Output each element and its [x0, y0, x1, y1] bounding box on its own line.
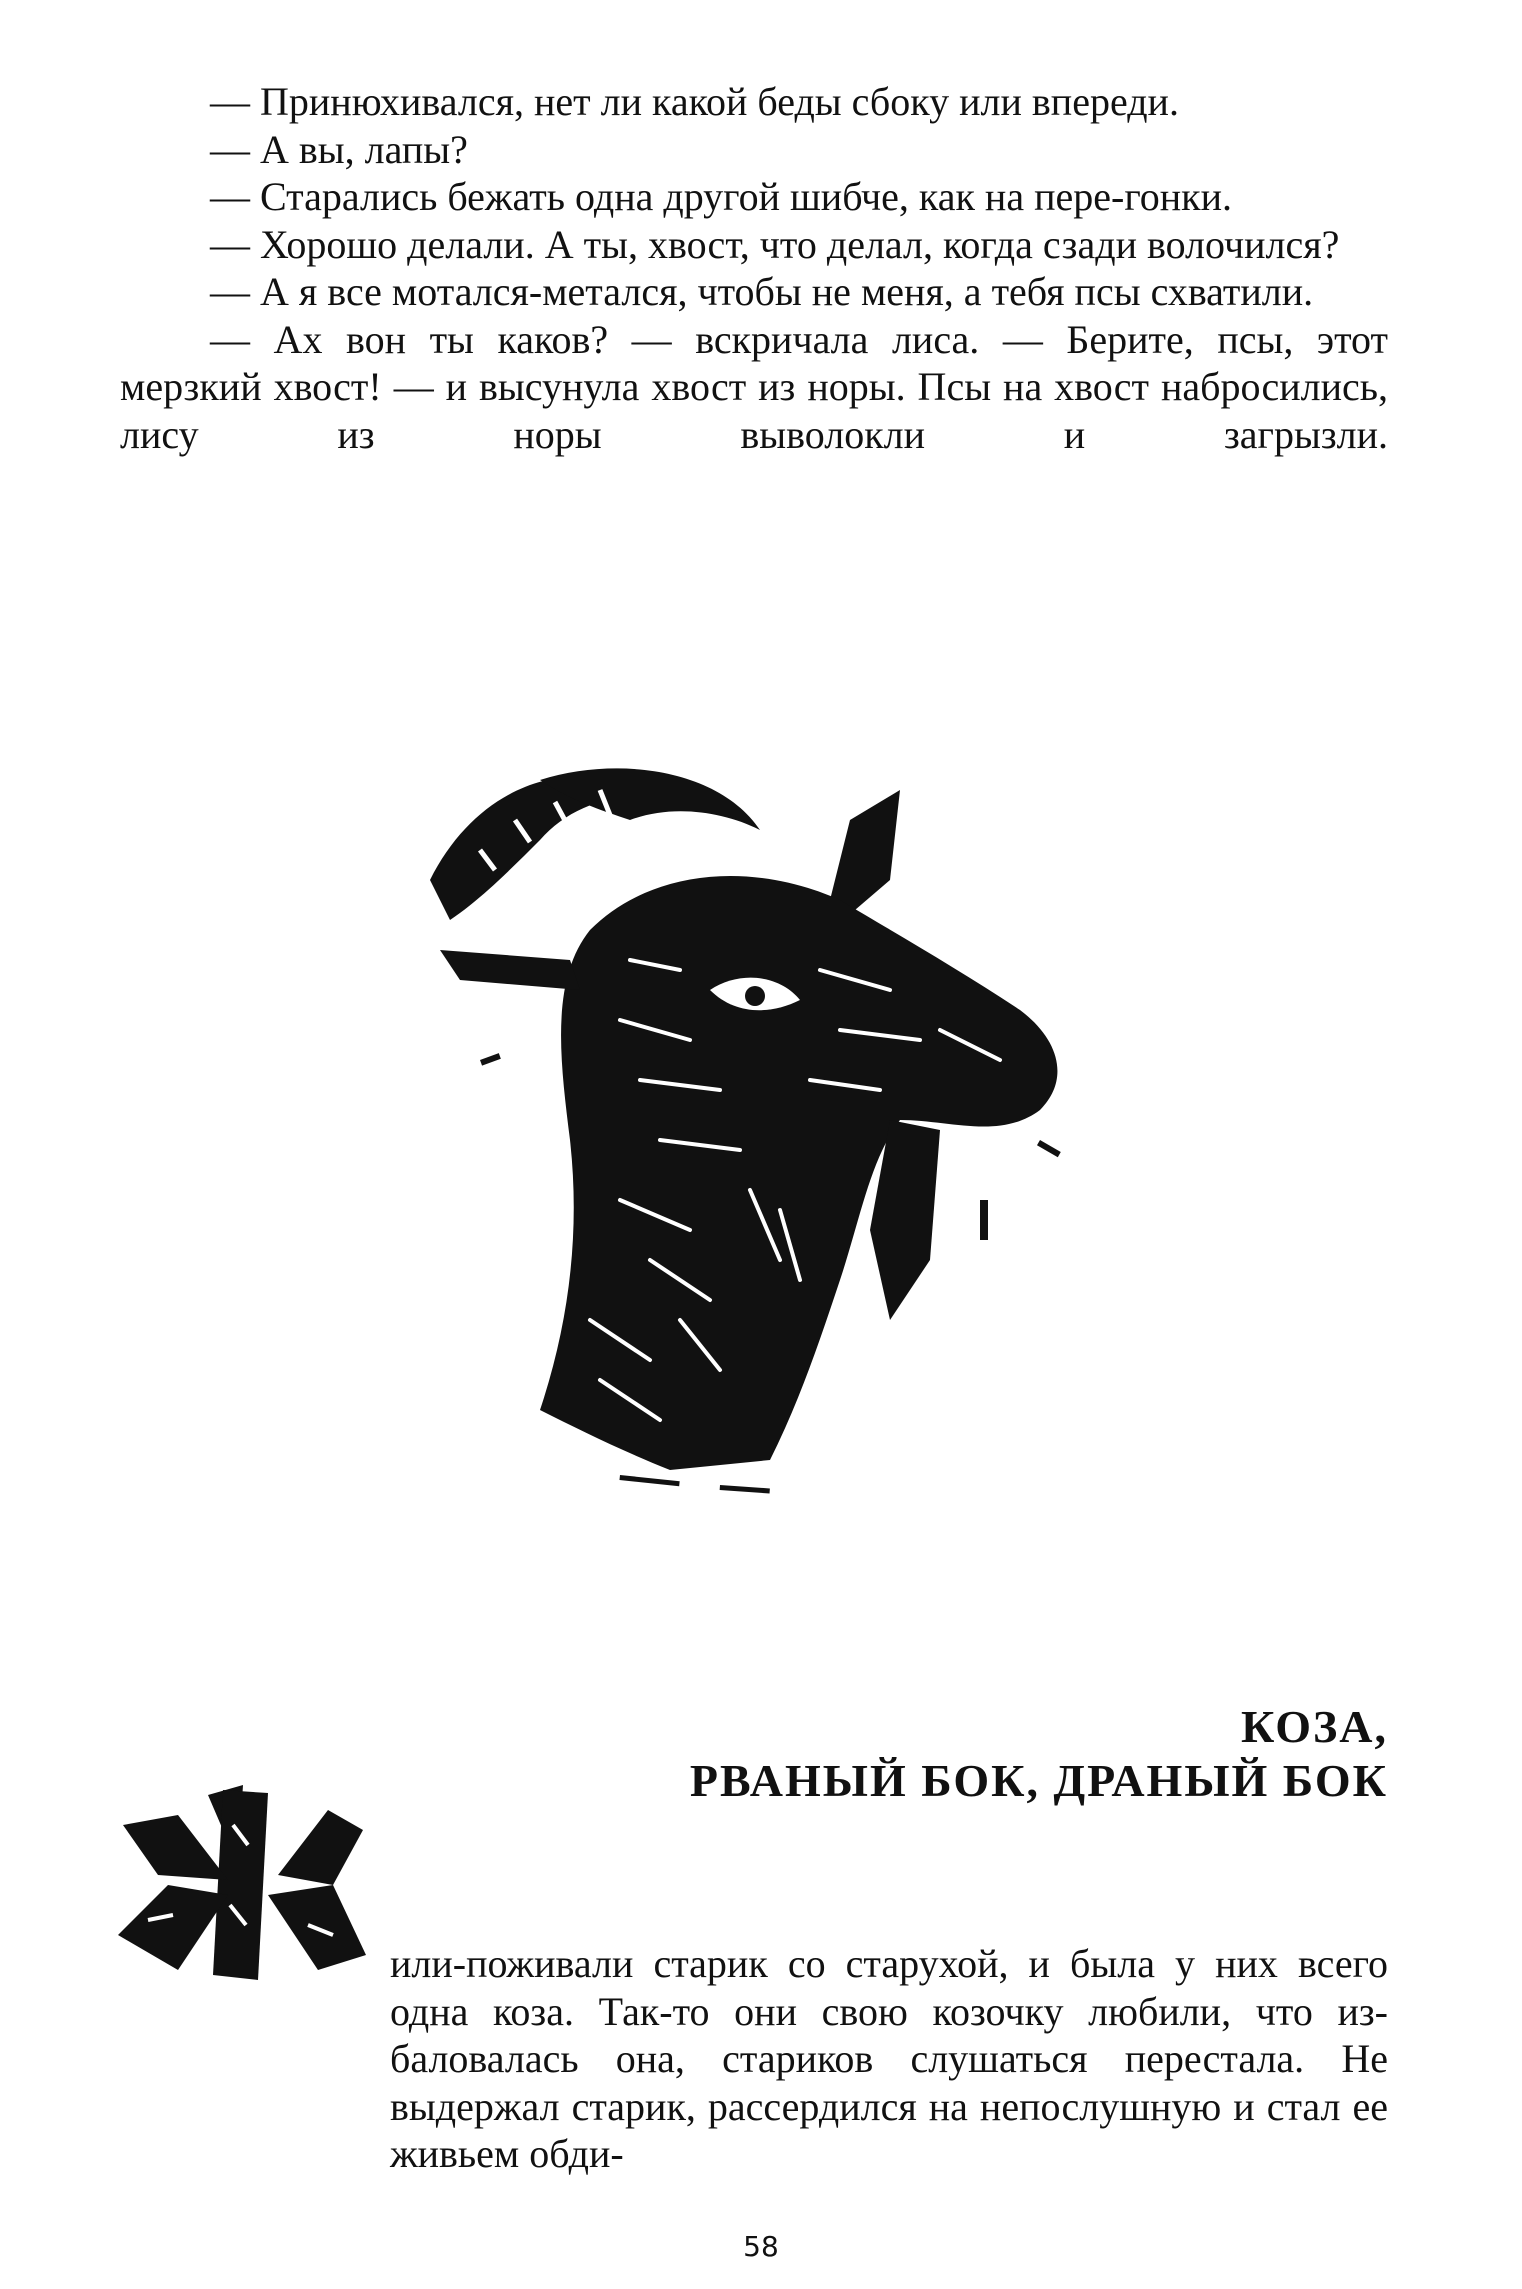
paragraph: — А я все мотался-метался, чтобы не меня, а тебя псы схватили. [210, 269, 1314, 314]
paragraph: или-поживали старик со старухой, и была у них всего одна коза. Так-то они свою козочку любили, что из-баловалась она, стариков слушаться перестала. Не выдержал старик, рассердился на непослушную и стал ее живьем обди- [390, 1941, 1388, 2176]
paragraph: — А вы, лапы? [210, 126, 468, 172]
previous-story-ending [120, 78, 1388, 458]
story-title-line: РВАНЫЙ БОК, ДРАНЫЙ БОК [689, 1755, 1388, 1806]
page-number: 58 [743, 2230, 779, 2263]
story-text [120, 1940, 1388, 2178]
paragraph: — Принюхивался, нет ли какой беды сбоку или впереди. [210, 79, 1179, 124]
paragraph: — Ах вон ты каков? — вскричала лиса. — Берите, псы, этот мерзкий хвост! — и высунула хвост из норы. Псы на хвост набросились, лису из норы выволокли и загрызли. [120, 316, 1388, 457]
paragraph: — Хорошо делали. А ты, хвост, что делал, когда сзади волочился? [210, 221, 1340, 267]
paragraph: — Старались бежать одна другой шибче, как на пере-гонки. [210, 174, 1232, 219]
story-title-line: КОЗА, [1241, 1701, 1388, 1752]
goat-head-woodcut-icon [420, 760, 1120, 1500]
story-title [690, 1700, 1388, 1808]
